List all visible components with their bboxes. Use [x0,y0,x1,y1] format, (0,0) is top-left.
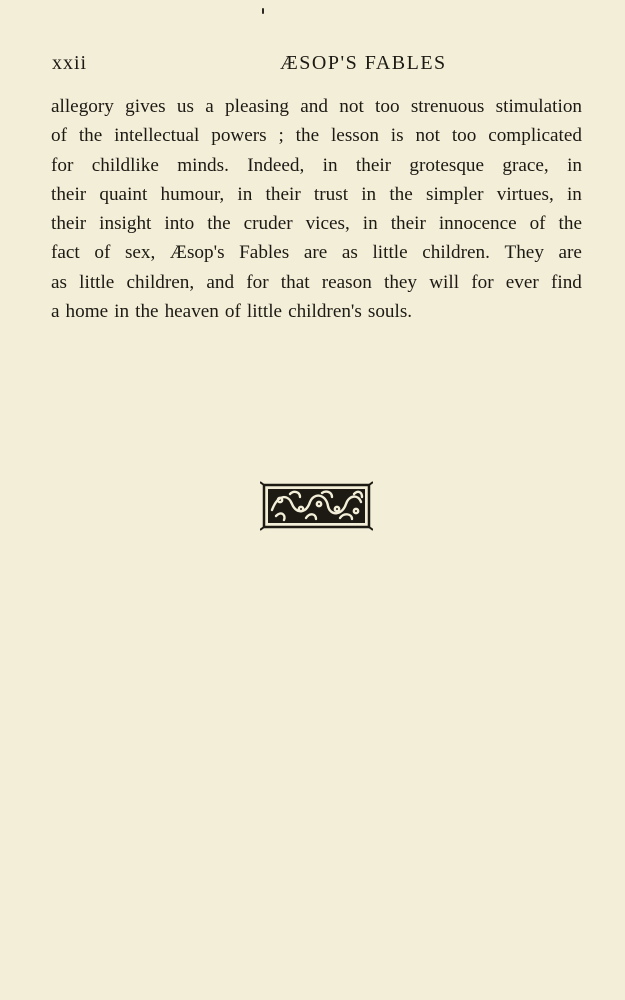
text-line: of the intellectual powers ; the lesson is not too complicated [51,125,582,147]
running-title: ÆSOP'S FABLES [280,52,447,74]
ink-speck [262,8,264,14]
text-line: their insight into the cruder vices, in their innocence of the [51,213,582,235]
text-line: for childlike minds. Indeed, in their grotesque grace, in [51,154,582,176]
text-line: their quaint humour, in their trust in the simpler virtues, in [51,183,582,205]
body-paragraph [51,92,582,326]
page-number: xxii [52,52,88,74]
text-line: fact of sex, Æsop's Fables are as little children. They are [51,242,582,264]
text-line: allegory gives us a pleasing and not too strenuous stimulation [51,96,582,117]
page-header [52,52,580,78]
text-line: as little children, and for that reason they will for ever find [51,271,582,293]
text-line: a home in the heaven of little children's souls. [51,301,413,323]
floral-tailpiece-icon [260,480,373,532]
